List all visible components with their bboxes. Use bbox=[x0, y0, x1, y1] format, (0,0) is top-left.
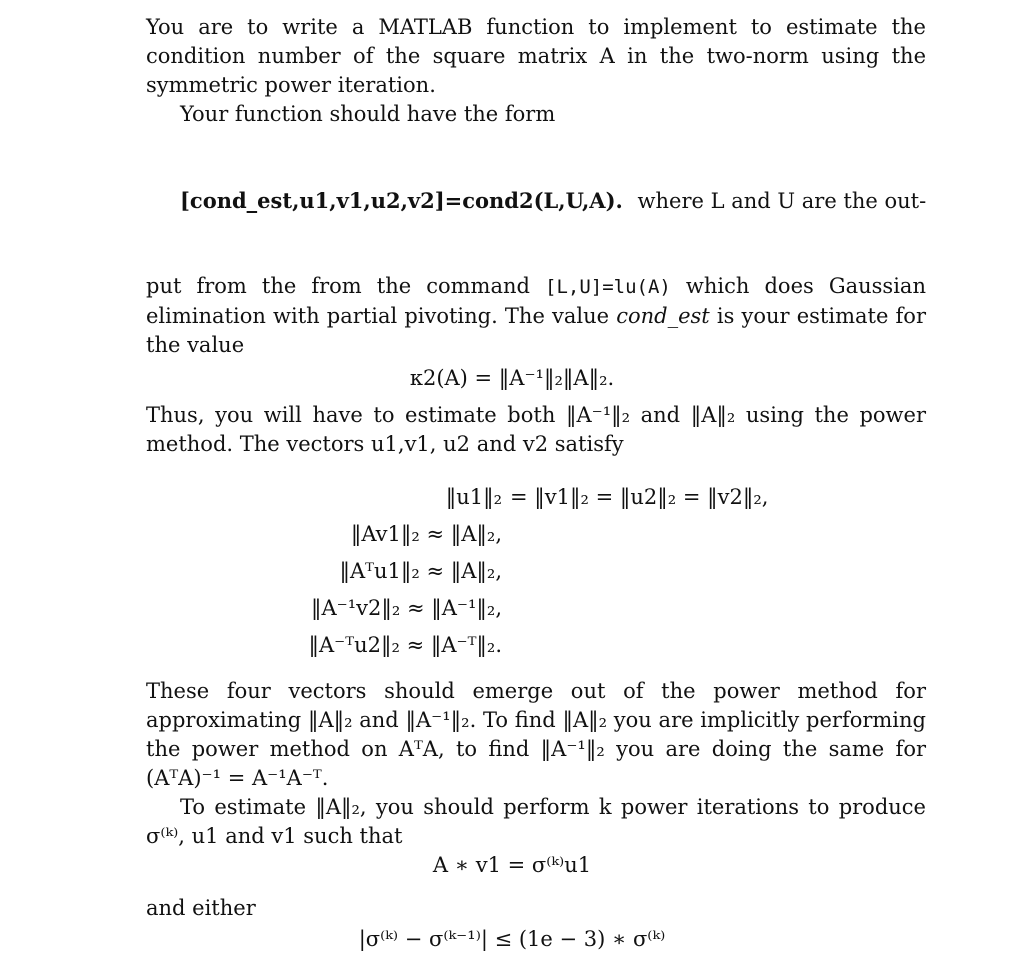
intro-text: You are to write a MATLAB function to implement to estimate the condition number of the square matrix A in the two-norm using the symmetric power iteration. bbox=[146, 15, 926, 97]
form-text: Your function should have the form bbox=[180, 102, 556, 126]
signature-tail: where L and U are the out- bbox=[637, 189, 927, 213]
lu-paragraph bbox=[146, 272, 926, 360]
and-either-line bbox=[146, 894, 926, 923]
lu-text-a: put from the from the command bbox=[146, 274, 530, 298]
lu-text-b: which does Gaussian elimination with partial pivoting. The value bbox=[146, 274, 926, 328]
thus-text: Thus, you will have to estimate both ‖A⁻¹‖₂ and ‖A‖₂ using the power method. The vectors u1,v1, u2 and v2 satisfy bbox=[146, 403, 926, 456]
and-either-text: and either bbox=[146, 896, 256, 920]
stopping-criterion: |σ⁽ᵏ⁾ − σ⁽ᵏ⁻¹⁾| ≤ (1e − 3) ∗ σ⁽ᵏ⁾ bbox=[358, 927, 666, 951]
estimate-text: To estimate ‖A‖₂, you should perform k power iterations to produce σ⁽ᵏ⁾, u1 and v1 such that bbox=[146, 795, 926, 848]
aligned-eq-5: ‖A⁻ᵀu2‖₂ ≈ ‖A⁻ᵀ‖₂. bbox=[308, 633, 502, 657]
aligned-eq-2: ‖Av1‖₂ ≈ ‖A‖₂, bbox=[350, 522, 502, 546]
power-equation: A ∗ v1 = σ⁽ᵏ⁾u1 bbox=[432, 853, 592, 877]
aligned-eq-1-lhs: ‖u1‖₂ bbox=[445, 485, 502, 509]
lu-command: [L,U]=lu(A) bbox=[545, 276, 671, 298]
lu-text-c: is your estimate for the value bbox=[146, 304, 926, 357]
intro-paragraph bbox=[146, 13, 926, 100]
aligned-eq-3: ‖Aᵀu1‖₂ ≈ ‖A‖₂, bbox=[339, 559, 502, 583]
function-signature: [cond_est,u1,v1,u2,v2]=cond2(L,U,A). bbox=[180, 188, 623, 213]
four-vectors-paragraph bbox=[146, 677, 926, 793]
cond-est-var: cond_est bbox=[616, 304, 710, 328]
form-paragraph bbox=[146, 100, 926, 129]
aligned-eq-1-rhs: = ‖v1‖₂ = ‖u2‖₂ = ‖v2‖₂, bbox=[510, 485, 769, 509]
estimate-paragraph bbox=[146, 793, 926, 851]
four-vectors-text: These four vectors should emerge out of the power method for approximating ‖A‖₂ and ‖A⁻¹‖₂. To find ‖A‖₂ you are implicitly performing the power method on AᵀA, to find ‖A⁻¹‖₂ you are doing the same for (AᵀA)⁻¹ = A⁻¹A⁻ᵀ. bbox=[146, 679, 926, 790]
signature-line bbox=[180, 186, 926, 216]
kappa-equation: κ2(A) = ‖A⁻¹‖₂‖A‖₂. bbox=[409, 366, 615, 390]
thus-paragraph bbox=[146, 401, 926, 459]
aligned-eq-4: ‖A⁻¹v2‖₂ ≈ ‖A⁻¹‖₂, bbox=[310, 596, 502, 620]
